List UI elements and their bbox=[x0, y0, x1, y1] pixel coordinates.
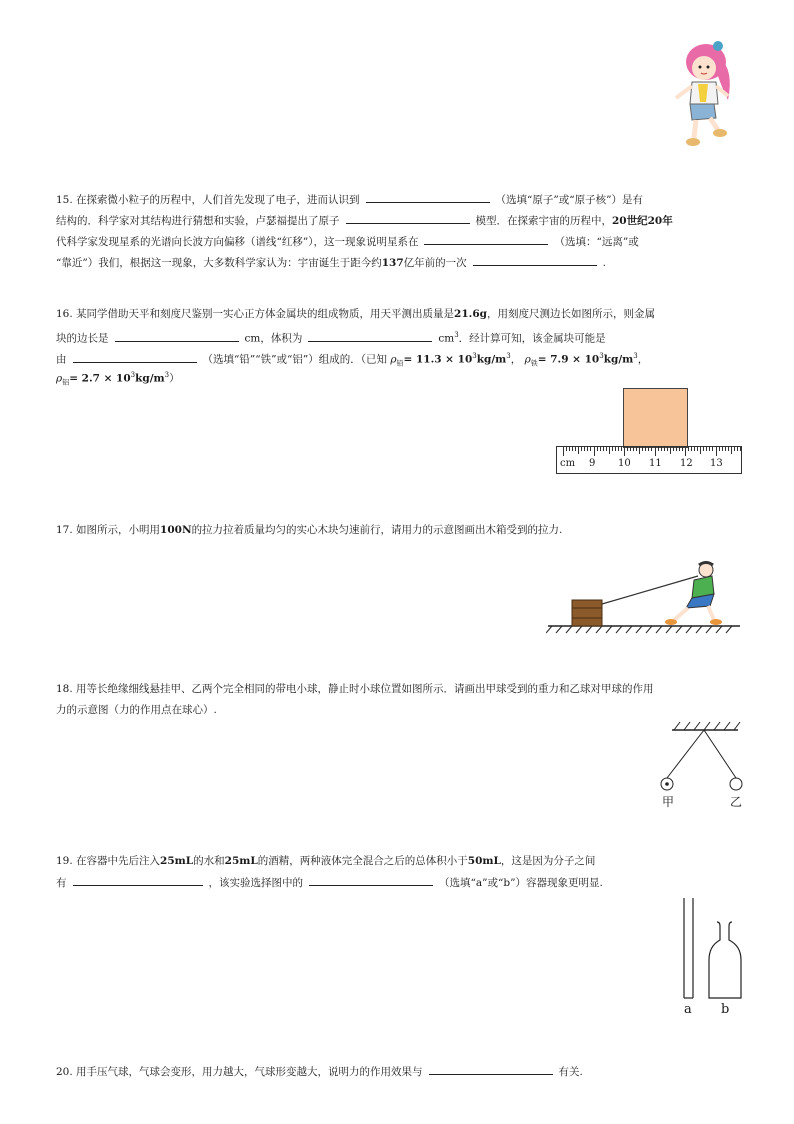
q15-text: 亿年前的一次 bbox=[403, 257, 467, 269]
q19-text: 50mL bbox=[467, 855, 501, 867]
q20-line1 bbox=[56, 1064, 583, 1079]
ruler-tick bbox=[673, 447, 674, 451]
q15-text: （选填：“远离”或 bbox=[554, 236, 639, 248]
q16-blank-3[interactable] bbox=[73, 352, 197, 363]
q16-line3: 由 （选填“铅”“铁”或“铝”）组成的．（已知 $\rho_铅= 11.3 \times 10^3kg/m^3$， $\rho_铁= 7.9 \times 10^3kg/m^3$， bbox=[56, 352, 649, 368]
ruler-tick bbox=[697, 447, 698, 451]
ruler-tick bbox=[633, 447, 634, 451]
q16-text: ） bbox=[169, 372, 180, 385]
q18-number: 18. bbox=[56, 683, 73, 695]
q19-text: 25mL bbox=[160, 855, 194, 867]
ruler-tick bbox=[734, 447, 735, 451]
q15-blank-3[interactable] bbox=[424, 234, 548, 245]
ruler-tick bbox=[691, 447, 692, 451]
q15-text: 137 bbox=[381, 257, 404, 269]
q16-text: 21.6g bbox=[454, 308, 487, 320]
ruler-tick bbox=[658, 447, 659, 451]
ruler-tick bbox=[618, 447, 619, 451]
q15-text: 模型．在探索宇宙的历程中， bbox=[475, 215, 612, 227]
ruler-tick bbox=[731, 447, 732, 454]
ruler-tick bbox=[581, 447, 582, 451]
ruler-tick bbox=[716, 447, 717, 456]
q19-line2 bbox=[56, 875, 603, 890]
q17-text: 100N bbox=[160, 524, 192, 536]
ruler-tick bbox=[651, 447, 652, 451]
ruler-tick bbox=[740, 447, 741, 451]
q15-text: “靠近”）我们，根据这一现象，大多数科学家认为：宇宙诞生于距今约 bbox=[56, 257, 382, 269]
ruler-tick bbox=[694, 447, 695, 451]
q16-text: = 11.3 × 10 bbox=[403, 353, 473, 366]
ruler-tick bbox=[679, 447, 680, 451]
ruler-tick bbox=[612, 447, 613, 451]
q18-line2 bbox=[56, 703, 217, 717]
q17-text: 如图所示，小明用 bbox=[76, 524, 161, 536]
q16-text: 3 bbox=[633, 352, 638, 360]
ruler-tick bbox=[642, 447, 643, 451]
q16-text: ．经计算可知，该金属块可能是 bbox=[458, 332, 606, 345]
q16-text: 3 bbox=[454, 331, 459, 339]
ruler-tick bbox=[639, 447, 640, 454]
q15-text: 结构的．科学家对其结构进行猜想和实验，卢瑟福提出了原子 bbox=[56, 215, 340, 227]
q16-text: kg/m bbox=[135, 372, 165, 385]
ruler-tick bbox=[587, 447, 588, 451]
ruler-tick bbox=[636, 447, 637, 451]
metal-cube bbox=[623, 388, 688, 448]
ruler-tick bbox=[664, 447, 665, 451]
ruler-tick bbox=[645, 447, 646, 451]
rho-symbol: ρ bbox=[390, 353, 397, 366]
ruler-tick bbox=[603, 447, 604, 451]
ruler-tick bbox=[621, 447, 622, 451]
q19-text: 的水和 bbox=[193, 855, 225, 867]
ruler-label-cm: cm bbox=[560, 458, 576, 469]
q16-line1 bbox=[56, 307, 655, 321]
q16-text: 铅 bbox=[396, 359, 404, 368]
q15-blank-4[interactable] bbox=[473, 255, 597, 266]
label-a: a bbox=[684, 1002, 692, 1017]
ruler-tick bbox=[624, 447, 625, 456]
q18-text: 用等长绝缘细线悬挂甲、乙两个完全相同的带电小球，静止时小球位置如图所示．请画出甲球受到的重力和乙球对甲球的作用 bbox=[76, 683, 654, 695]
label-jia: 甲 bbox=[662, 795, 675, 809]
q16-text: cm，体积为 bbox=[244, 332, 303, 345]
q16-text: （选填“铅”“铁”或“铝”）组成的．（已知 bbox=[202, 353, 387, 366]
q19-blank-2[interactable] bbox=[309, 875, 433, 886]
ruler-tick bbox=[600, 447, 601, 451]
q17-line1 bbox=[56, 523, 562, 537]
pulling-box-figure bbox=[546, 560, 742, 635]
ruler-tick bbox=[719, 447, 720, 451]
q15-text: . bbox=[602, 257, 607, 269]
q19-number: 19. bbox=[56, 855, 73, 867]
label-yi: 乙 bbox=[730, 795, 743, 809]
ruler-tick bbox=[615, 447, 616, 451]
q15-text: 代科学家发现星系的光谱向长波方向偏移（谱线“红移”），这一现象说明星系在 bbox=[56, 236, 419, 248]
q16-blank-1[interactable] bbox=[115, 331, 239, 342]
q16-line4 bbox=[56, 368, 180, 390]
q19-text: 25mL bbox=[224, 855, 258, 867]
ruler-label-9: 9 bbox=[589, 458, 596, 469]
q15-line3 bbox=[56, 234, 639, 249]
q15-text: 20世纪20年 bbox=[612, 215, 673, 227]
q19-text: ，该实验选择图中的 bbox=[208, 877, 303, 889]
ruler-tick bbox=[709, 447, 710, 451]
ruler-tick bbox=[700, 447, 701, 454]
q16-text: 3 bbox=[506, 352, 511, 360]
ruler-tick bbox=[655, 447, 656, 456]
q16-text: cm bbox=[438, 332, 455, 345]
q20-text: 用手压气球，气球会变形，用力越大，气球形变越大，说明力的作用效果与 bbox=[76, 1066, 423, 1078]
q15-line2 bbox=[56, 213, 673, 228]
q19-text: ，这是因为分子之间 bbox=[500, 855, 596, 867]
ruler-tick bbox=[685, 447, 686, 456]
ruler-tick bbox=[606, 447, 607, 451]
q17-number: 17. bbox=[56, 524, 73, 536]
ruler-tick bbox=[728, 447, 729, 451]
ruler-tick bbox=[584, 447, 585, 451]
rho-symbol: ρ bbox=[524, 353, 531, 366]
cartoon-girl-illustration bbox=[668, 40, 738, 155]
q16-text: kg/m bbox=[603, 353, 634, 366]
q16-text: = 2.7 × 10 bbox=[69, 372, 131, 385]
q16-text: 3 bbox=[164, 371, 170, 379]
ruler-label-10: 10 bbox=[618, 458, 631, 469]
ruler-label-13: 13 bbox=[710, 458, 723, 469]
ruler-tick bbox=[578, 447, 579, 454]
q16-text: = 7.9 × 10 bbox=[537, 353, 600, 366]
ruler-tick bbox=[590, 447, 591, 451]
q19-blank-1[interactable] bbox=[73, 875, 203, 886]
q20-text: 有关. bbox=[558, 1066, 583, 1078]
q19-line1 bbox=[56, 854, 595, 868]
ruler-tick bbox=[594, 447, 595, 456]
ruler-tick bbox=[725, 447, 726, 451]
q15-line1 bbox=[56, 192, 643, 207]
q20-blank-1[interactable] bbox=[429, 1064, 553, 1075]
q16-blank-2[interactable] bbox=[308, 331, 432, 342]
q18-text: 力的示意图（力的作用点在球心）. bbox=[56, 704, 217, 716]
ruler-tick bbox=[575, 447, 576, 451]
q16-text: 某同学借助天平和刻度尺鉴别一实心正方体金属块的组成物质，用天平测出质量是 bbox=[76, 308, 455, 320]
ruler-tick bbox=[566, 447, 567, 451]
ruler-tick bbox=[670, 447, 671, 454]
ruler-label-12: 12 bbox=[680, 458, 693, 469]
q16-text: 由 bbox=[56, 353, 67, 366]
ruler-tick bbox=[648, 447, 649, 451]
q16-text: kg/m bbox=[476, 353, 507, 366]
ruler-tick bbox=[737, 447, 738, 451]
q15-number: 15. bbox=[56, 194, 73, 206]
q19-text: （选填“a”或“b”）容器现象更明显. bbox=[439, 877, 603, 889]
ruler-tick bbox=[630, 447, 631, 451]
ruler-tick bbox=[676, 447, 677, 451]
ruler-tick bbox=[722, 447, 723, 451]
q17-text: 的拉力拉着质量均匀的实心木块匀速前行，请用力的示意图画出木箱受到的拉力. bbox=[191, 524, 563, 536]
q16-line2 bbox=[56, 328, 606, 346]
q20-number: 20. bbox=[56, 1066, 73, 1078]
ruler-tick bbox=[661, 447, 662, 451]
q16-text: 3 bbox=[599, 352, 604, 360]
q19-text: 有 bbox=[56, 877, 67, 889]
q19-text: 在容器中先后注入 bbox=[76, 855, 161, 867]
ruler-label-11: 11 bbox=[649, 458, 662, 469]
q16-text: 3 bbox=[130, 371, 136, 379]
ruler-tick bbox=[597, 447, 598, 451]
ruler-tick bbox=[569, 447, 570, 451]
containers-figure bbox=[676, 896, 746, 1004]
ruler-tick bbox=[706, 447, 707, 451]
q19-text: 的酒精，两种液体完全混合之后的总体积小于 bbox=[257, 855, 468, 867]
label-b: b bbox=[721, 1002, 730, 1017]
ruler-tick bbox=[572, 447, 573, 451]
q16-text: ，用刻度尺测边长如图所示，则金属 bbox=[486, 308, 655, 320]
ruler-tick bbox=[688, 447, 689, 451]
rho-symbol: ρ bbox=[56, 372, 63, 385]
ruler-tick bbox=[703, 447, 704, 451]
ruler-tick bbox=[609, 447, 610, 454]
q15-text: 在探索微小粒子的历程中，人们首先发现了电子，进而认识到 bbox=[76, 194, 360, 206]
q15-blank-1[interactable] bbox=[366, 192, 490, 203]
q15-line4 bbox=[56, 255, 606, 270]
q16-text: 块的边长是 bbox=[56, 332, 109, 345]
ruler bbox=[556, 446, 742, 474]
q16-number: 16. bbox=[56, 308, 73, 320]
ruler-tick bbox=[627, 447, 628, 451]
q16-text: 铝 bbox=[62, 378, 70, 387]
q16-text: 3 bbox=[472, 352, 477, 360]
q18-line1 bbox=[56, 682, 654, 696]
ruler-tick bbox=[667, 447, 668, 451]
q16-text: 铁 bbox=[530, 359, 538, 368]
q15-text: （选填“原子”或“原子核”）是有 bbox=[495, 194, 644, 206]
ruler-tick bbox=[712, 447, 713, 451]
ruler-tick bbox=[682, 447, 683, 451]
ruler-tick bbox=[563, 447, 564, 456]
q15-blank-2[interactable] bbox=[346, 213, 470, 224]
